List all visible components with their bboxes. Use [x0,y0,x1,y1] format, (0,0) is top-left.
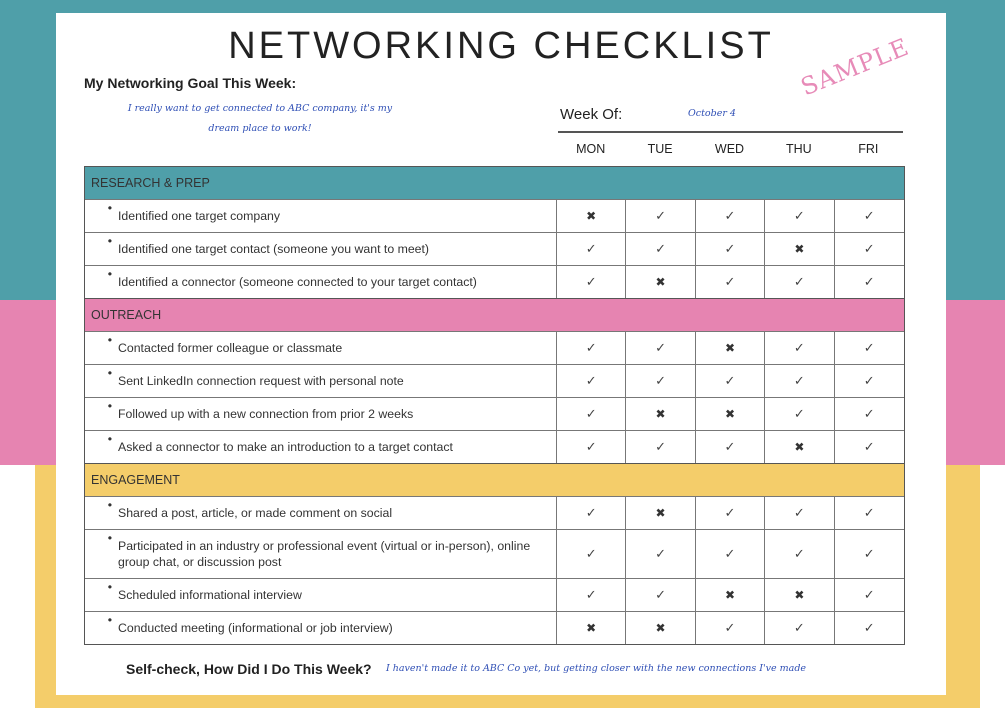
check-mark-icon[interactable]: ✓ [863,505,875,520]
check-mark-icon[interactable]: ✓ [765,530,834,578]
check-mark-icon[interactable]: ✓ [557,365,626,397]
section-header: ENGAGEMENT [85,463,904,496]
task-label: Participated in an industry or professional event (virtual or in-person), online group chat, or discussion post [118,539,531,569]
x-mark-icon[interactable]: ✖ [765,233,834,265]
check-mark-icon[interactable]: ✓ [557,398,626,430]
x-mark-icon[interactable]: ✖ [696,398,765,430]
x-mark-icon[interactable]: ✖ [626,398,695,430]
day-header-mon: MON [576,142,606,156]
task-row [85,611,904,644]
x-mark-icon[interactable]: ✖ [626,497,695,529]
bullet-icon: • [107,580,112,594]
goal-text[interactable]: I really want to get connected to ABC company, it's my dream place to work! [127,103,393,134]
check-mark-icon[interactable]: ✓ [557,530,626,578]
bullet-icon: • [107,531,112,545]
task-cell [85,365,557,397]
task-label: Scheduled informational interview [118,588,302,602]
task-cell [85,233,557,265]
week-of-label: Week Of: [560,106,623,123]
x-mark-icon[interactable]: ✖ [765,579,834,611]
check-mark-icon[interactable]: ✓ [696,233,765,265]
task-row [85,199,904,232]
task-label: Identified a connector (someone connected to your target contact) [118,275,477,289]
check-mark-icon[interactable]: ✓ [863,587,875,602]
day-header-thu: THU [786,142,812,156]
checklist-sheet [56,13,946,695]
task-cell [85,266,557,298]
check-mark-icon[interactable]: ✓ [557,579,626,611]
check-mark-icon[interactable]: ✓ [765,200,834,232]
week-underline [558,131,903,133]
day-header-wed: WED [714,142,745,156]
bullet-icon: • [107,333,112,347]
task-label: Sent LinkedIn connection request with personal note [118,374,404,388]
check-mark-icon[interactable]: ✓ [557,497,626,529]
check-mark-icon[interactable]: ✓ [765,398,834,430]
check-mark-icon[interactable]: ✓ [626,332,695,364]
task-cell [85,530,557,578]
check-mark-icon[interactable]: ✓ [863,274,875,289]
task-label: Followed up with a new connection from prior 2 weeks [118,407,414,421]
check-mark-icon[interactable]: ✓ [863,241,875,256]
bullet-icon: • [107,366,112,380]
check-mark-icon[interactable]: ✓ [765,612,834,644]
bullet-icon: • [107,613,112,627]
sample-watermark: SAMPLE [796,32,914,102]
bullet-icon: • [107,267,112,281]
x-mark-icon[interactable]: ✖ [696,579,765,611]
section-header: OUTREACH [85,298,904,331]
check-mark-icon[interactable]: ✓ [626,200,695,232]
check-mark-icon[interactable]: ✓ [696,200,765,232]
task-row [85,331,904,364]
task-row [85,232,904,265]
check-mark-icon[interactable]: ✓ [696,431,765,463]
task-cell [85,398,557,430]
check-mark-icon[interactable]: ✓ [863,208,875,223]
check-mark-icon[interactable]: ✓ [696,612,765,644]
task-row [85,430,904,463]
check-mark-icon[interactable]: ✓ [765,365,834,397]
section-header: RESEARCH & PREP [85,166,904,199]
checklist-table [84,166,905,645]
task-cell [85,612,557,644]
check-mark-icon[interactable]: ✓ [626,530,695,578]
task-row [85,578,904,611]
page-title: NETWORKING CHECKLIST [228,25,774,67]
task-cell [85,497,557,529]
bullet-icon: • [107,201,112,215]
bullet-icon: • [107,498,112,512]
check-mark-icon[interactable]: ✓ [557,431,626,463]
check-mark-icon[interactable]: ✓ [696,530,765,578]
check-mark-icon[interactable]: ✓ [863,620,875,635]
task-label: Identified one target contact (someone you want to meet) [118,242,430,256]
bullet-icon: • [107,399,112,413]
task-label: Asked a connector to make an introduction to a target contact [118,440,453,454]
x-mark-icon[interactable]: ✖ [557,612,626,644]
check-mark-icon[interactable]: ✓ [626,233,695,265]
task-cell [85,200,557,232]
task-row [85,397,904,430]
self-check-text[interactable]: I haven't made it to ABC Co yet, but getting closer with the new connections I've made [386,663,807,674]
check-mark-icon[interactable]: ✓ [696,365,765,397]
x-mark-icon[interactable]: ✖ [696,332,765,364]
bullet-icon: • [107,432,112,446]
self-check-label: Self-check, How Did I Do This Week? [126,661,372,677]
day-header-tue: TUE [647,142,673,156]
check-mark-icon[interactable]: ✓ [696,497,765,529]
check-mark-icon[interactable]: ✓ [765,332,834,364]
task-row [85,265,904,298]
check-mark-icon[interactable]: ✓ [626,365,695,397]
task-row [85,496,904,529]
check-mark-icon[interactable]: ✓ [626,431,695,463]
check-mark-icon[interactable]: ✓ [765,497,834,529]
bullet-icon: • [107,234,112,248]
check-mark-icon[interactable]: ✓ [557,233,626,265]
check-mark-icon[interactable]: ✓ [626,579,695,611]
x-mark-icon[interactable]: ✖ [626,612,695,644]
check-mark-icon[interactable]: ✓ [863,340,875,355]
task-label: Contacted former colleague or classmate [118,341,343,355]
task-cell [85,431,557,463]
task-label: Conducted meeting (informational or job interview) [118,621,393,635]
task-label: Identified one target company [118,209,281,223]
task-label: Shared a post, article, or made comment on social [118,506,393,520]
goal-label: My Networking Goal This Week: [84,75,297,91]
x-mark-icon[interactable]: ✖ [557,200,626,232]
task-cell [85,332,557,364]
check-mark-icon[interactable]: ✓ [863,373,875,388]
task-cell [85,579,557,611]
day-header-row [556,142,903,162]
task-row [85,364,904,397]
check-mark-icon[interactable]: ✓ [557,332,626,364]
check-mark-icon[interactable]: ✓ [863,546,875,561]
check-mark-icon[interactable]: ✓ [765,266,834,298]
task-row [85,529,904,578]
day-header-fri: FRI [858,142,879,156]
x-mark-icon[interactable]: ✖ [626,266,695,298]
check-mark-icon[interactable]: ✓ [557,266,626,298]
check-mark-icon[interactable]: ✓ [863,439,875,454]
x-mark-icon[interactable]: ✖ [765,431,834,463]
check-mark-icon[interactable]: ✓ [696,266,765,298]
week-of-value[interactable]: October 4 [688,108,736,119]
check-mark-icon[interactable]: ✓ [863,406,875,421]
